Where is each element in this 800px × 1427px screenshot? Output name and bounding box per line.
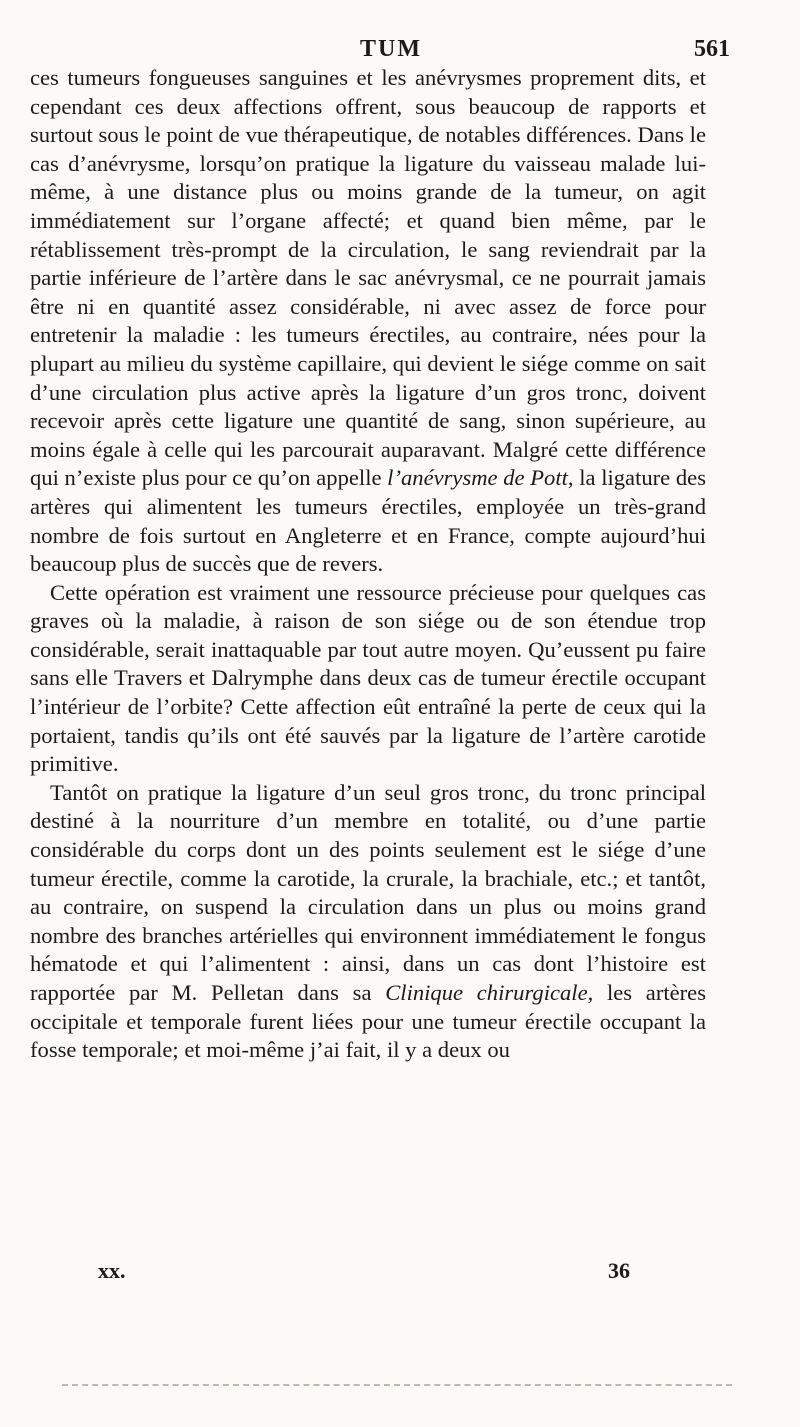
body-text: [30, 64, 706, 1065]
page-number: 561: [694, 36, 730, 62]
signature-mark: xx.: [98, 1258, 126, 1283]
signature-line: [98, 1258, 658, 1288]
paragraph-1: ces tumeurs fongueuses sanguines et les anévrysmes proprement dits, et cependant ces deux affections offrent, sous beaucoup de rapports et surtout sous le point de vue thérapeutique, de notables différences. Dans le cas d’anévrysme, lorsqu’on pratique la ligature du vaisseau malade lui-même, à une distance plus ou moins grande de la tumeur, on agit immédiatement sur l’organe affecté; et quand bien même, par le rétablissement très-prompt de la circulation, le sang reviendrait par la partie inférieure de l’artère dans le sac anévrysmal, ce ne pourrait jamais être ni en quantité assez considérable, ni avec assez de force pour entretenir la maladie : les tumeurs érectiles, au contraire, nées pour la plupart au milieu du système capillaire, qui devient le siége comme on sait d’une circulation plus active après la ligature d’un gros tronc, doivent recevoir après cette ligature une quantité de sang, sinon supérieure, au moins égale à celle qui les parcourait auparavant. Malgré cette différence qui n’existe plus pour ce qu’on appelle l’anévrysme de Pott, la ligature des artères qui alimentent les tumeurs érectiles, employée un très-grand nombre de fois surtout en Angleterre et en France, compte aujourd’hui beaucoup plus de succès que de revers.: [30, 65, 706, 577]
paragraph-2: Cette opération est vraiment une ressource précieuse pour quelques cas graves où la maladie, à raison de son siége ou de son étendue trop considérable, serait inattaquable par tout autre moyen. Qu’eussent pu faire sans elle Travers et Dalrymphe dans deux cas de tumeur érectile occupant l’intérieur de l’orbite? Cette affection eût entraîné la perte de ceux qui la portaient, tandis qu’ils ont été sauvés par la ligature de l’artère carotide primitive.: [30, 579, 706, 777]
running-title: TUM: [360, 36, 422, 62]
signature-number: 36: [608, 1258, 630, 1283]
paragraph-3: Tantôt on pratique la ligature d’un seul gros tronc, du tronc principal destiné à la nourriture d’un membre en totalité, ou d’une partie considérable du corps dont un des points seulement est le siége d’une tumeur érectile, comme la carotide, la crurale, la brachiale, etc.; et tantôt, au contraire, on suspend la circulation dans un plus ou moins grand nombre des branches artérielles qui environnent immédiatement le fongus hématode et qui l’alimentent : ainsi, dans un cas dont l’histoire est rapportée par M. Pelletan dans sa Clinique chirurgicale, les artères occipitale et temporale furent liées pour une tumeur érectile occupant la fosse temporale; et moi-même j’ai fait, il y a deux ou: [30, 779, 706, 1063]
bottom-edge-rule: [62, 1384, 732, 1386]
